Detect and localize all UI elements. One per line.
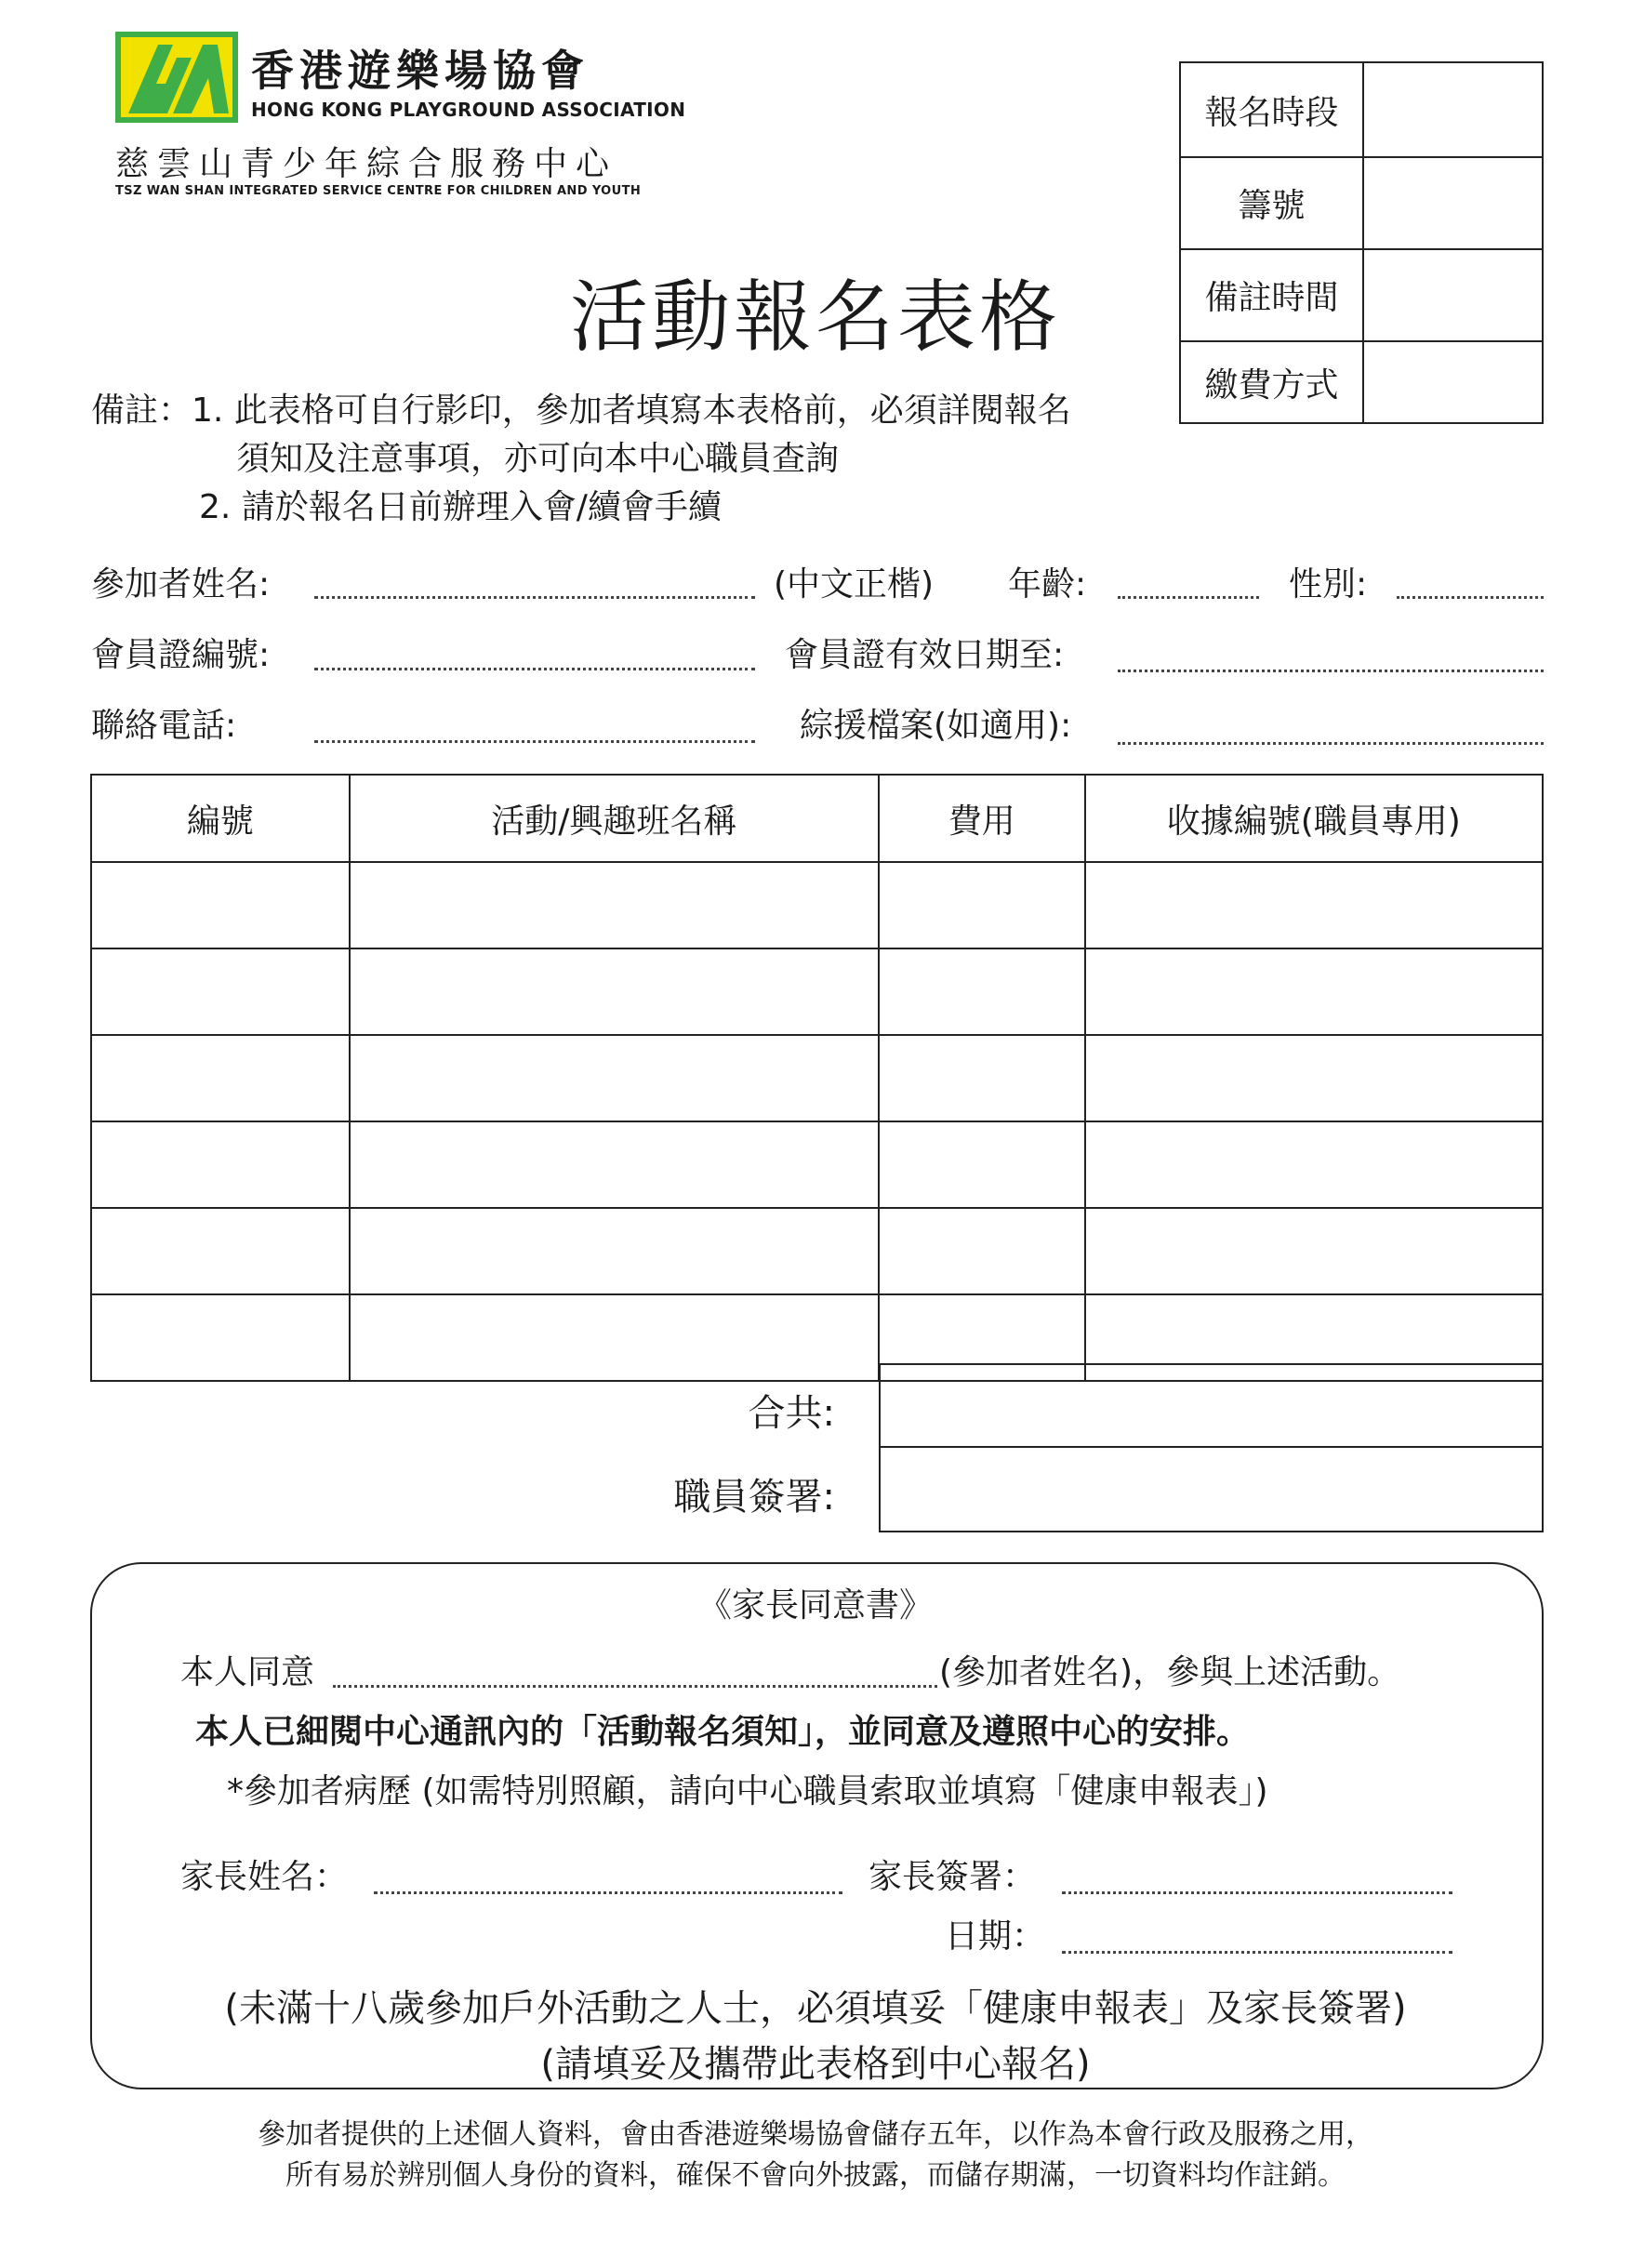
cell-fee[interactable] — [879, 948, 1085, 1035]
cell-no[interactable] — [91, 948, 350, 1035]
consent-title: 《家長同意書》 — [697, 1586, 933, 1625]
staff-sign-field[interactable] — [881, 1448, 1542, 1531]
cell-fee[interactable] — [879, 1121, 1085, 1208]
consent-participant-name-field[interactable] — [333, 1685, 937, 1688]
cell-fee[interactable] — [879, 862, 1085, 948]
admin-label: 繳費方式 — [1181, 342, 1364, 422]
table-header-row — [91, 775, 1543, 862]
medical-note: *參加者病歷 (如需特別照顧，請向中心職員索取並填寫「健康申報表」) — [227, 1772, 1268, 1810]
staff-sign-label: 職員簽署: — [673, 1476, 835, 1519]
bring-form-note: (請填妥及攜帶此表格到中心報名) — [540, 2043, 1091, 2086]
note-2: 2. 請於報名日前辦理入會/續會手續 — [199, 488, 722, 526]
date-field[interactable] — [1062, 1951, 1452, 1954]
age-label: 年齡: — [1008, 565, 1087, 603]
member-expiry-field[interactable] — [1118, 670, 1544, 672]
cssa-label: 綜援檔案(如適用): — [800, 707, 1072, 745]
centre-name-en: TSZ WAN SHAN INTEGRATED SERVICE CENTRE FOR CHILDREN AND YOUTH — [115, 184, 642, 198]
admin-label: 報名時段 — [1181, 63, 1364, 156]
agree-suffix: (參加者姓名)，參與上述活動。 — [939, 1653, 1401, 1691]
table-row — [91, 948, 1543, 1035]
note-1-cont: 須知及注意事項，亦可向本中心職員查詢 — [236, 440, 840, 478]
member-no-label: 會員證編號: — [91, 636, 271, 674]
admin-label: 籌號 — [1181, 158, 1364, 248]
parent-sign-label: 家長簽署： — [869, 1858, 1037, 1896]
org-name-zh: 香港遊樂場協會 — [251, 46, 590, 96]
cell-activity[interactable] — [350, 1294, 879, 1381]
cell-activity[interactable] — [350, 948, 879, 1035]
privacy-note-line1: 參加者提供的上述個人資料，會由香港遊樂場協會儲存五年，以作為本會行政及服務之用， — [258, 2118, 1373, 2151]
cell-activity[interactable] — [350, 1035, 879, 1121]
sex-label: 性別: — [1289, 565, 1368, 603]
col-header-fee: 費用 — [879, 775, 1085, 862]
outdoor-note: (未滿十八歲參加戶外活動之人士，必須填妥「健康申報表」及家長簽署) — [224, 1987, 1407, 2030]
hkpa-logo — [115, 32, 238, 123]
cell-no[interactable] — [91, 1294, 350, 1381]
page-title: 活動報名表格 — [569, 272, 1061, 363]
phone-label: 聯絡電話: — [91, 707, 237, 745]
cell-activity[interactable] — [350, 1121, 879, 1208]
parent-name-label: 家長姓名： — [180, 1858, 349, 1896]
admin-row-ticket[interactable] — [1181, 158, 1542, 250]
total-label: 合共: — [748, 1392, 835, 1435]
cssa-field[interactable] — [1118, 742, 1544, 745]
name-hint: (中文正楷) — [774, 565, 935, 603]
cell-receipt[interactable] — [1085, 862, 1543, 948]
date-label: 日期： — [945, 1917, 1046, 1956]
col-header-no: 編號 — [91, 775, 350, 862]
note-1: 1. 此表格可自行影印，參加者填寫本表格前，必須詳閱報名 — [192, 391, 1071, 430]
org-name-en: HONG KONG PLAYGROUND ASSOCIATION — [251, 99, 686, 121]
age-field[interactable] — [1118, 596, 1259, 599]
participant-name-label: 參加者姓名: — [91, 565, 271, 603]
participant-name-field[interactable] — [314, 596, 755, 599]
cell-activity[interactable] — [350, 1208, 879, 1294]
activity-table — [90, 774, 1544, 1382]
svg-text:HK: HK — [143, 98, 158, 109]
table-row — [91, 1035, 1543, 1121]
cell-no[interactable] — [91, 1208, 350, 1294]
col-header-receipt: 收據編號(職員專用) — [1085, 775, 1543, 862]
cell-no[interactable] — [91, 862, 350, 948]
privacy-note-line2: 所有易於辨別個人身份的資料，確保不會向外披露，而儲存期滿，一切資料均作註銷。 — [285, 2159, 1346, 2192]
table-row — [91, 1121, 1543, 1208]
total-field[interactable] — [881, 1365, 1542, 1448]
cell-receipt[interactable] — [1085, 948, 1543, 1035]
cell-receipt[interactable] — [1085, 1208, 1543, 1294]
cell-receipt[interactable] — [1085, 1035, 1543, 1121]
agree-prefix: 本人同意 — [180, 1653, 315, 1691]
cell-fee[interactable] — [879, 1035, 1085, 1121]
cell-fee[interactable] — [879, 1208, 1085, 1294]
phone-field[interactable] — [314, 740, 755, 743]
totals-box — [879, 1363, 1544, 1532]
table-row — [91, 862, 1543, 948]
member-no-field[interactable] — [314, 668, 755, 670]
notes — [91, 387, 1071, 532]
cell-no[interactable] — [91, 1035, 350, 1121]
cell-no[interactable] — [91, 1121, 350, 1208]
cell-activity[interactable] — [350, 862, 879, 948]
centre-name-zh: 慈雲山青少年綜合服務中心 — [115, 145, 618, 183]
sex-field[interactable] — [1397, 596, 1544, 599]
parent-sign-field[interactable] — [1062, 1891, 1452, 1894]
admin-box — [1179, 61, 1544, 424]
notes-prefix: 備註： — [91, 391, 192, 430]
cell-receipt[interactable] — [1085, 1121, 1543, 1208]
member-expiry-label: 會員證有效日期至: — [785, 636, 1065, 674]
col-header-activity: 活動/興趣班名稱 — [350, 775, 879, 862]
parent-name-field[interactable] — [374, 1891, 842, 1894]
read-notice: 本人已細閱中心通訊內的「活動報名須知」，並同意及遵照中心的安排。 — [195, 1713, 1251, 1751]
admin-label: 備註時間 — [1181, 250, 1364, 340]
table-row — [91, 1208, 1543, 1294]
admin-row-period[interactable] — [1181, 63, 1542, 158]
